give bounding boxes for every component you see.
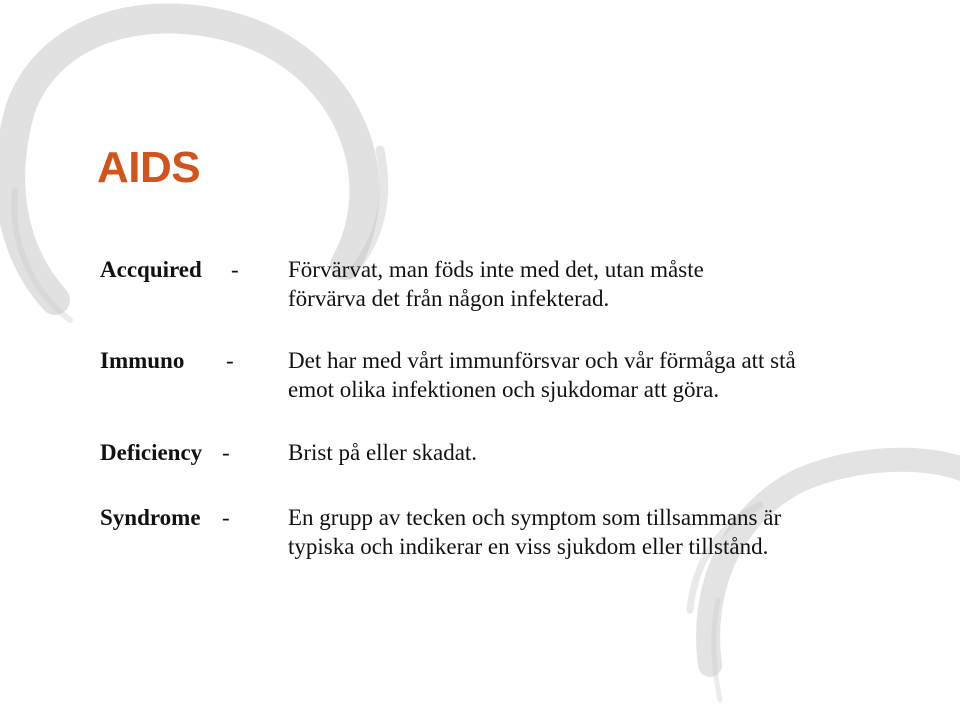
definition-line: förvärva det från någon infekterad. (288, 286, 610, 311)
term-dash: - (222, 505, 230, 530)
definition-line: En grupp av tecken och symptom som tillsammans är (288, 505, 782, 530)
term-definition (288, 503, 928, 561)
term-dash: - (222, 440, 230, 465)
definition-line: typiska och indikerar en viss sjukdom eller tillstånd. (288, 534, 769, 559)
term-dash: - (226, 348, 234, 373)
term-label: Accquired (100, 257, 202, 282)
term-definition (288, 438, 928, 467)
term-label: Immuno (100, 348, 185, 373)
slide-title: AIDS (97, 143, 201, 192)
definition-line: Förvärvat, man föds inte med det, utan måste (288, 257, 704, 282)
definition-line: Det har med vårt immunförsvar och vår förmåga att stå (288, 348, 796, 373)
term-definition (288, 255, 928, 313)
term-label: Syndrome (100, 505, 201, 530)
term-dash: - (231, 257, 239, 282)
brush-arc-bottom-right (708, 460, 960, 665)
definition-line: Brist på eller skadat. (288, 440, 478, 465)
term-label: Deficiency (100, 440, 203, 465)
definition-line: emot olika infektionen och sjukdomar att göra. (288, 377, 720, 402)
term-definition (288, 346, 928, 404)
